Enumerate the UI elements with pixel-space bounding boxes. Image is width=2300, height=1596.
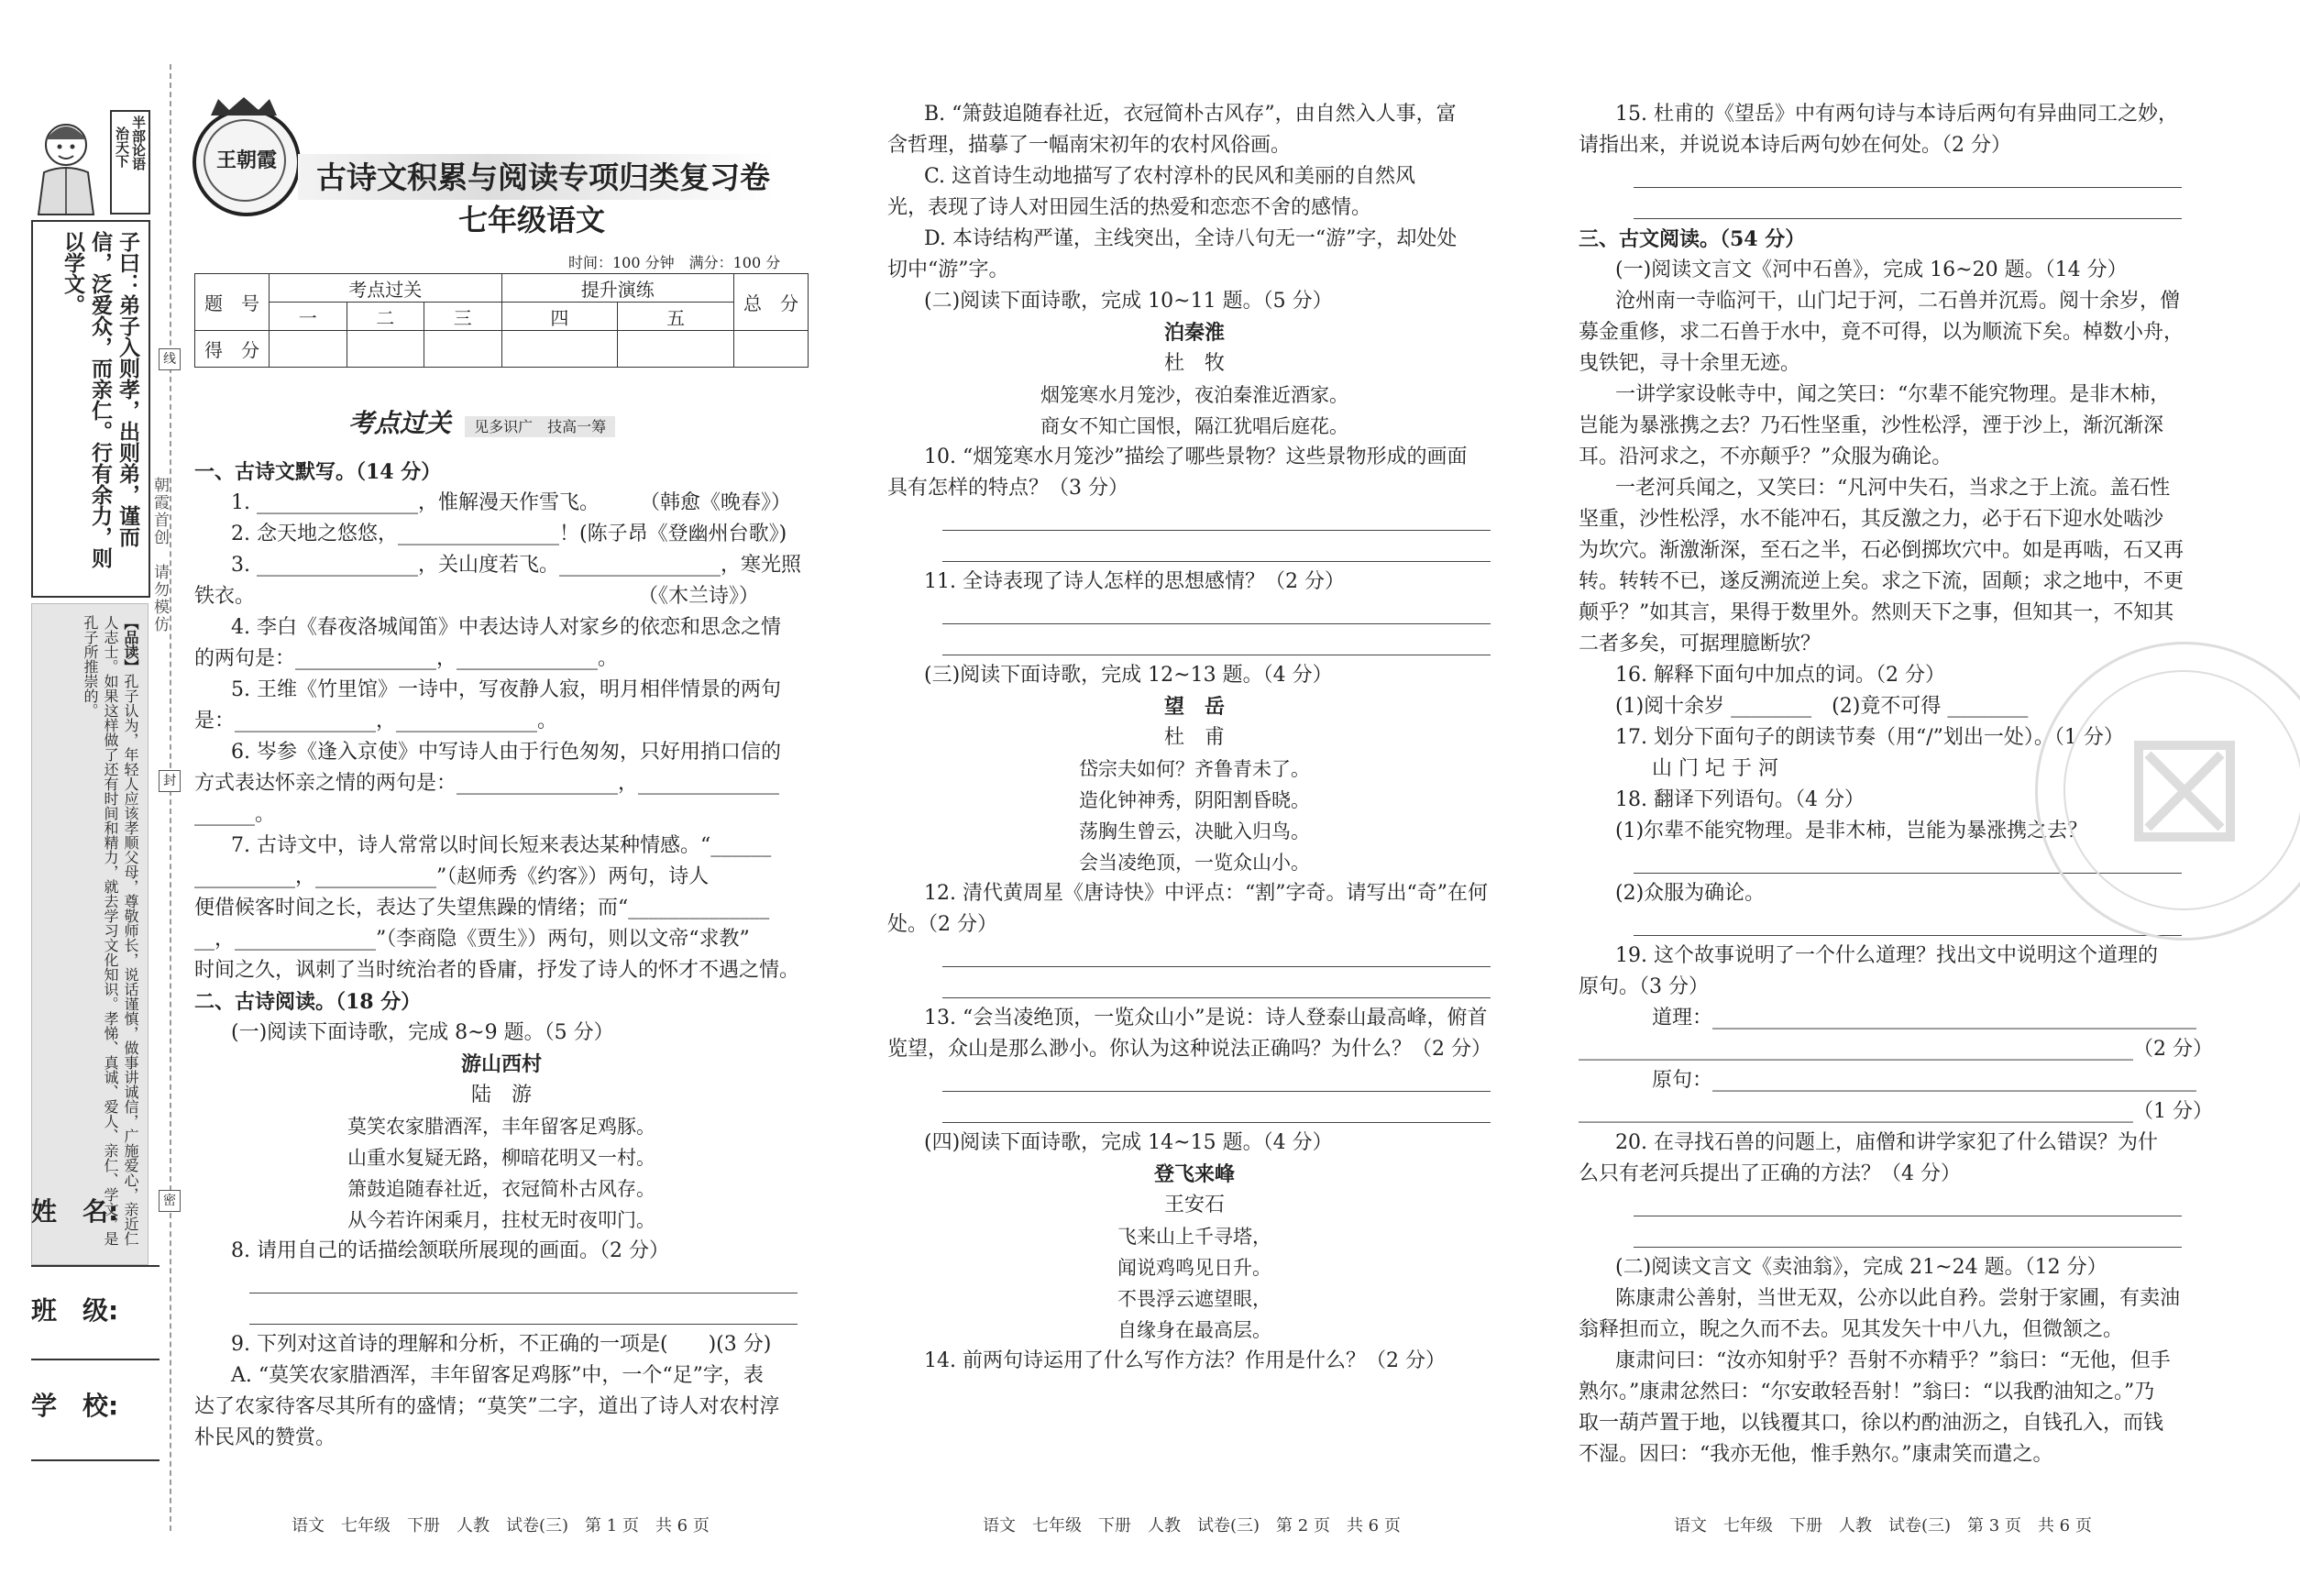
text-line: (1)尔辈不能究物理。是非木柿，岂能为暴涨携之去？ [1615,820,2088,842]
poem-line: 荡胸生曾云，决眦入归鸟。 [1079,820,1310,842]
poem-line: 箫鼓追随春社近，衣冠简朴古风存。 [347,1178,655,1200]
text-line: 么只有老河兵提出了正确的方法？（4 分） [1579,1162,1961,1185]
text-line: _______________________________________________________（2 分） [1579,1038,2213,1061]
text-line: 是：______________，______________。 [194,710,558,732]
text-line: (2)众服为确论。 [1615,882,1766,905]
poem-line: 飞来山上千寻塔， [1117,1226,1271,1248]
text-line: 3. ________________，关山度若飞。________________，寒光照 [231,554,801,577]
text-line: 1. ________________，惟解漫天作雪飞。 （韩愈《晚春》） [231,491,791,514]
confucius-quote: 子曰：弟子入则孝，出则弟，谨而信，泛爱众，而亲仁。行有余力，则以学文。 [61,231,139,568]
answer-line[interactable] [1579,161,2193,193]
text-line: 10. “烟笼寒水月笼沙”描绘了哪些景物？这些景物形成的画面 [924,446,1468,468]
text-line: 7. 古诗文中，诗人常常以时间长短来表达某种情感。“______ [231,834,772,857]
text-line: 一老河兵闻之，又笑曰：“凡河中失石，当求之于上流。盖石性 [1615,477,2171,500]
text-line: 含哲理，描摹了一幅南宋初年的农村风俗画。 [887,134,1292,157]
text-line: 19. 这个故事说明了一个什么道理？找出文中说明这个道理的 [1615,944,2158,967]
text-line: 沧州南一寺临河干，山门圮于河，二石兽并沉焉。阅十余岁，僧 [1615,290,2181,313]
text-line: 切中“游”字。 [887,259,1009,281]
section-heading: 三、古文阅读。（54 分） [1579,227,1806,251]
text-line: 颠乎？”如其言，果得于数里外。然则天下之事，但知其一，不知其 [1579,601,2174,624]
text-line: 13. “会当凌绝顶，一览众山小”是说：诗人登泰山最高峰，俯首 [924,1007,1488,1029]
poem-title: 泊秦淮 [1163,321,1225,345]
fold-line [170,64,171,1531]
text-line: C. 这首诗生动地描写了农村淳朴的民风和美丽的自然风 [924,165,1416,188]
poem-title: 登飞来峰 [1153,1162,1235,1186]
badge-box [110,110,150,215]
text-line: B. “箫鼓追随春社近，衣冠简朴古风存”，由自然入人事，富 [924,103,1457,126]
answer-line[interactable] [194,1267,809,1298]
confucius-avatar [31,117,105,218]
text-line: 熟尔。”康肃忿然曰：“尔安敢轻吾射！”翁曰：“以我酌油知之。”乃 [1579,1381,2155,1403]
answer-line[interactable] [887,504,1502,535]
fold-mark-3: 密 [159,1190,181,1212]
text-line: 转。转转不已，遂反溯流逆上矣。求之下流，固颠；求之地中，不更 [1579,570,2184,593]
badge-col-2: 治天下 [114,127,130,168]
text-line: 4. 李白《春夜洛城闻笛》中表达诗人对家乡的依恋和思念之情 [231,616,781,639]
answer-line[interactable] [1579,193,2193,224]
answer-line[interactable] [887,941,1502,972]
score-cell-total[interactable] [734,331,809,368]
text-line: 5. 王维《竹里馆》一诗中，写夜静人寂，明月相伴情景的两句 [231,678,781,701]
footer-page-1: 语文 七年级 下册 人教 试卷(三) 第 1 页 共 6 页 [292,1516,710,1535]
text-line: 15. 杜甫的《望岳》中有两句诗与本诗后两句有异曲同工之妙， [1615,103,2178,126]
footer-page-3: 语文 七年级 下册 人教 试卷(三) 第 3 页 共 6 页 [1674,1516,2092,1535]
section-heading: 一、古诗文默写。（14 分） [194,460,442,484]
pinjie-label: 【品读】 [122,615,139,674]
poem-line: 莫笑农家腊酒浑，丰年留客足鸡豚。 [347,1116,655,1138]
answer-line[interactable] [887,629,1502,660]
section-heading: 二、古诗阅读。（18 分） [194,990,422,1014]
text-line: 16. 解释下面句中加点的词。（2 分） [1615,664,1945,687]
text-line: 12. 清代黄周星《唐诗快》中评点：“割”字奇。请写出“奇”在何 [924,882,1488,905]
score-cell-4[interactable] [501,331,618,368]
fold-mark-1: 线 [159,348,181,370]
logo [193,108,301,216]
th-kaodian: 考点过关 [270,274,502,303]
time-info: 时间：100 分钟 满分：100 分 [568,254,781,271]
text-line: 17. 划分下面句子的朗读节奏（用“/”划出一处）。（1 分） [1615,726,2124,749]
poem-line: 造化钟神秀，阴阳割昏晓。 [1079,789,1310,811]
poem-line: 不畏浮云遮望眼， [1117,1288,1271,1310]
text-line: 原句。（3 分） [1579,975,1709,998]
brand-vertical: 朝霞首创 请勿模仿 [150,477,169,633]
fold-mark-2: 封 [159,770,181,792]
text-line: 曳铁钯，寻十余里无迹。 [1579,352,1801,375]
name-field[interactable]: 姓 名: [31,1192,160,1283]
text-line: (四)阅读下面诗歌，完成 14~15 题。（4 分） [924,1131,1333,1154]
text-line: 朴民风的赞赏。 [194,1426,336,1449]
text-line: (一)阅读文言文《河中石兽》，完成 16~20 题。（14 分） [1615,259,2128,281]
text-line: 不湿。因曰：“我亦无他，惟手熟尔。”康肃笑而遣之。 [1579,1443,2053,1466]
text-line: 时间之久，讽刺了当时统治者的昏庸，抒发了诗人的怀才不遇之情。 [194,959,800,982]
text-line: 耳。沿河求之，不亦颠乎？”众服为确论。 [1579,446,1953,468]
pinjie-body: 孔子认为，年轻人应该孝顺父母，尊敬师长，说话谨慎，做事讲诚信，广施爱心，亲近仁人志士。如果这样做了还有时间和精力，就去学习文化知识。孝悌、真诚、爱人、亲仁、学文，是孔子所推崇的。 [82,615,139,1246]
text-line: 道理：________________________________________________ [1652,1007,2197,1029]
answer-line[interactable] [1579,1221,2193,1252]
text-line: 坚重，沙性松浮，水不能冲石，其反激之力，必于石下迎水处啮沙 [1579,508,2164,531]
class-field[interactable]: 班 级: [31,1291,160,1382]
answer-line[interactable] [1579,1190,2193,1221]
text-line: 的两句是：______________，______________。 [194,647,619,670]
text-line: 8. 请用自己的话描绘颔联所展现的画面。（2 分） [231,1239,669,1262]
text-line: A. “莫笑农家腊酒浑，丰年留客足鸡豚”中，一个“足”字，表 [231,1364,764,1387]
text-line: (三)阅读下面诗歌，完成 12~13 题。（4 分） [924,664,1333,687]
text-line: 6. 岑参《逢入京使》中写诗人由于行色匆匆，只好用捎口信的 [231,741,781,764]
text-line: 处。（2 分） [887,913,997,936]
th-score: 得 分 [195,331,270,368]
text-line: (二)阅读下面诗歌，完成 10~11 题。（5 分） [924,290,1333,313]
th-3: 三 [424,303,502,331]
th-question: 题 号 [195,274,270,331]
th-total: 总 分 [734,274,809,331]
text-line: (1)阅十余岁 ________ (2)竟不可得 ________ [1615,695,2029,718]
logo-text: 王朝霞 [215,149,277,172]
text-line: 岂能为暴涨携之去？乃石性坚重，沙性松浮，湮于沙上，渐沉渐深 [1579,414,2164,437]
poem-line: 烟笼寒水月笼沙，夜泊秦淮近酒家。 [1040,384,1348,406]
answer-line[interactable] [887,1096,1502,1128]
answer-line[interactable] [887,972,1502,1003]
text-line: 杜 牧 [1163,352,1225,375]
text-line: 陆 游 [470,1084,532,1106]
text-line: 取一葫芦置于地，以钱覆其口，徐以杓酌油沥之，自钱孔入，而钱 [1579,1412,2164,1435]
score-cell-5[interactable] [618,331,734,368]
page1-column [194,457,809,1454]
text-line: 康肃问曰：“汝亦知射乎？吾射不亦精乎？”翁曰：“无他，但手 [1615,1349,2171,1372]
text-line: __，______________”（李商隐《贾生》）两句，则以文帝“求教” [194,928,750,951]
poem-line: 岱宗夫如何？齐鲁青未了。 [1079,758,1310,780]
text-line: 达了农家待客尽其所有的盛情；“莫笑”二字，道出了诗人对农村淳 [194,1395,780,1418]
text-line: 募金重修，求二石兽于水中，竟不可得，以为顺流下矣。棹数小舟， [1579,321,2184,344]
th-2: 二 [347,303,424,331]
text-line: 为坎穴。渐激渐深，至石之半，石必倒掷坎穴中。如是再啮，石又再 [1579,539,2184,562]
text-line: 铁衣。 （《木兰诗》） [194,585,760,608]
text-line: 请指出来，并说说本诗后两句妙在何处。（2 分） [1579,134,2011,157]
text-line: D. 本诗结构严谨，主线突出，全诗八句无一“游”字，却处处 [924,227,1458,250]
page2-column [887,99,1502,1377]
poem-title: 望 岳 [1163,695,1225,719]
badge-col-1: 半部论语 [130,116,147,171]
text-line: ______。 [194,803,276,826]
section-banner [348,403,615,440]
footer-page-2: 语文 七年级 下册 人教 试卷(三) 第 2 页 共 6 页 [983,1516,1401,1535]
text-line: _______________________________________________________（1 分） [1579,1100,2213,1123]
banner-main: 考点过关 [348,408,452,438]
text-line: 二者多矣，可据理臆断欤？ [1579,633,1821,655]
answer-line[interactable] [887,1065,1502,1096]
score-cell-3[interactable] [424,331,502,368]
score-cell-2[interactable] [347,331,424,368]
text-line: 翁释担而立，睨之久而不去。见其发矢十中八九，但微颔之。 [1579,1318,2124,1341]
th-1: 一 [270,303,347,331]
text-line: 杜 甫 [1163,726,1225,749]
text-line: 览望，众山是那么渺小。你认为这种说法正确吗？为什么？（2 分） [887,1038,1491,1061]
text-line: __________，____________”（赵师秀《约客》）两句，诗人 [194,865,710,888]
poem-line: 商女不知亡国恨，隔江犹唱后庭花。 [1040,415,1348,437]
quote-box [31,220,150,598]
school-field[interactable]: 学 校: [31,1386,160,1478]
text-line: 原句：________________________________________________ [1652,1069,2197,1092]
text-line: 具有怎样的特点？（3 分） [887,477,1128,500]
crown-icon [209,95,279,121]
text-line: (一)阅读下面诗歌，完成 8~9 题。（5 分） [231,1021,614,1044]
text-line: (二)阅读文言文《卖油翁》，完成 21~24 题。（12 分） [1615,1256,2107,1279]
banner-sub: 见多识广 技高一筹 [465,416,615,437]
score-table [194,273,809,368]
text-line: 11. 全诗表现了诗人怎样的思想感情？（2 分） [924,570,1345,593]
page-subtitle: 七年级语文 [457,203,605,237]
text-line: 山 门 圮 于 河 [1652,757,1778,780]
page-title: 古诗文积累与阅读专项归类复习卷 [316,160,770,195]
text-line: 9. 下列对这首诗的理解和分析，不正确的一项是( )(3 分) [231,1333,772,1356]
poem-line: 会当凌绝顶，一览众山小。 [1079,852,1310,874]
text-line: 光，表现了诗人对田园生活的热爱和恋恋不舍的感情。 [887,196,1372,219]
text-line: 2. 念天地之悠悠，________________！(陈子昂《登幽州台歌》) [231,523,787,545]
poem-line: 山重水复疑无路，柳暗花明又一村。 [347,1147,655,1169]
th-tisheng: 提升演练 [501,274,734,303]
pinjie-text [80,615,140,1257]
text-line: 20. 在寻找石兽的问题上，庙僧和讲学家犯了什么错误？为什 [1615,1131,2158,1154]
answer-line[interactable] [887,598,1502,629]
answer-line[interactable] [887,535,1502,567]
poem-line: 闻说鸡鸣见日升。 [1117,1257,1271,1279]
text-line: 方式表达怀亲之情的两句是：________________，______________ [194,772,780,795]
poem-line: 自缘身在最高层。 [1117,1319,1271,1341]
text-line: 14. 前两句诗运用了什么写作方法？作用是什么？（2 分） [924,1349,1446,1372]
th-4: 四 [501,303,618,331]
text-line: 便借候客时间之长，表达了失望焦躁的情绪；而“______________ [194,897,770,919]
text-line: 18. 翻译下列语句。（4 分） [1615,788,1865,811]
th-5: 五 [618,303,734,331]
poem-line: 从今若许闲乘月，拄杖无时夜叩门。 [347,1209,655,1231]
score-cell-1[interactable] [270,331,347,368]
pinjie-box [31,603,149,1265]
text-line: 一讲学家设帐寺中，闻之笑曰：“尔辈不能究物理。是非木柿， [1615,383,2171,406]
text-line: 王安石 [1163,1194,1225,1216]
text-line: 陈康肃公善射，当世无双，公亦以此自矜。尝射于家圃，有卖油 [1615,1287,2181,1310]
poem-title: 游山西村 [460,1052,542,1076]
answer-line[interactable] [194,1298,809,1329]
